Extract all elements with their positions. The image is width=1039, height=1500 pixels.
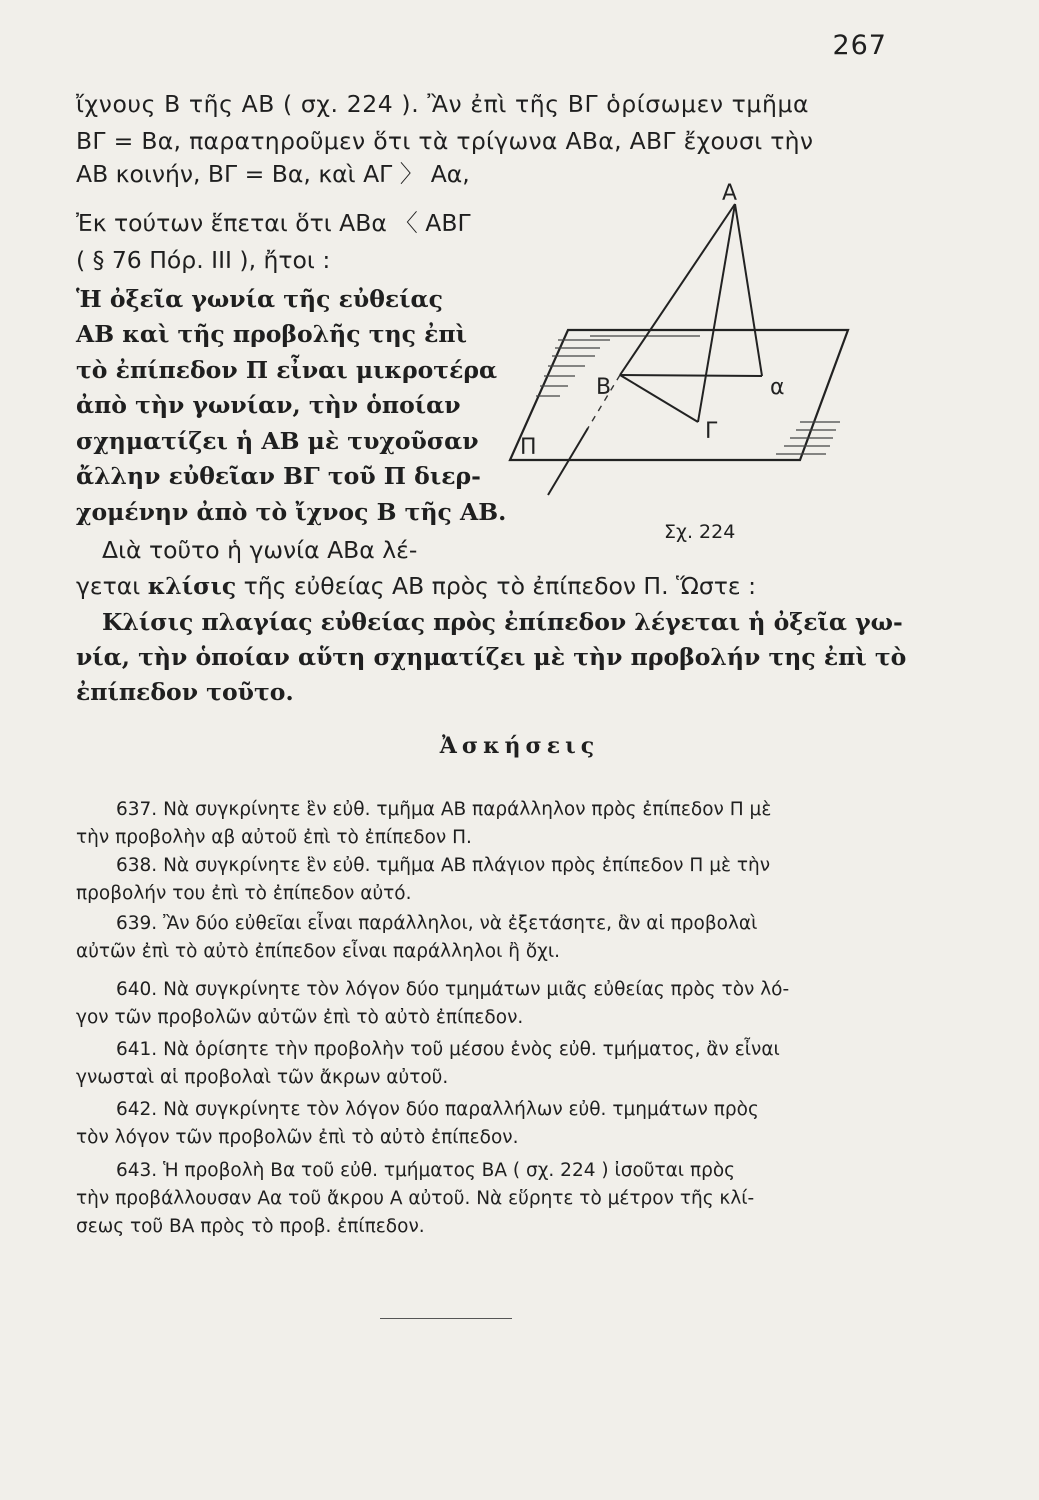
definition-line-2: νία, τὴν ὁποίαν αὕτη σχηματίζει μὲ τὴν προβολήν της ἐπὶ τὸ — [76, 643, 907, 671]
exercise-line: γον τῶν προβολῶν αὐτῶν ἐπὶ τὸ αὐτὸ ἐπίπεδον. — [76, 1007, 524, 1028]
body-line-1: ἴχνους Β τῆς ΑΒ ( σχ. 224 ). Ἂν ἐπὶ τῆς ΒΓ ὁρίσωμεν τμῆμα — [76, 90, 810, 118]
theorem-line-7: χομένην ἀπὸ τὸ ἴχνος Β τῆς ΑΒ. — [76, 498, 507, 526]
exercise-line: 638. Νὰ συγκρίνητε ἓν εὐθ. τμῆμα ΑΒ πλάγιον πρὸς ἐπίπεδον Π μὲ τὴν — [116, 855, 771, 876]
plane-pi — [510, 330, 848, 460]
theorem-line-2: ΑΒ καὶ τῆς προβολῆς της ἐπὶ — [76, 320, 467, 348]
theorem-line-6: ἄλλην εὐθεῖαν ΒΓ τοῦ Π διερ- — [76, 462, 481, 490]
label-a: Α — [722, 181, 738, 206]
definition-line-1: Κλίσις πλαγίας εὐθείας πρὸς ἐπίπεδον λέγεται ἡ ὀξεῖα γω- — [102, 608, 903, 636]
exercise-line: γνωσταὶ αἱ προβολαὶ τῶν ἄκρων αὐτοῦ. — [76, 1067, 449, 1088]
exercise-line: τὴν προβάλλουσαν Αα τοῦ ἄκρου Α αὐτοῦ. Νὰ εὕρητε τὸ μέτρον τῆς κλί- — [76, 1188, 755, 1209]
theorem-line-3: τὸ ἐπίπεδον Π εἶναι μικροτέρα — [76, 356, 498, 384]
label-b: Β — [596, 375, 612, 400]
body-line-2: ΒΓ = Βα, παρατηροῦμεν ὅτι τὰ τρίγωνα ΑΒα, ΑΒΓ ἔχουσι τὴν — [76, 127, 814, 155]
incline-term: κλίσις — [147, 572, 237, 600]
plane-hatching — [536, 336, 840, 454]
incline-line-1: Διὰ τοῦτο ἡ γωνία ΑΒα λέ- — [102, 536, 418, 564]
definition-line-3: ἐπίπεδον τοῦτο. — [76, 678, 294, 706]
exercise-line: 640. Νὰ συγκρίνητε τὸν λόγον δύο τμημάτων μιᾶς εὐθείας πρὸς τὸν λό- — [116, 979, 790, 1000]
line-b-gamma — [620, 375, 698, 422]
exercise-line: προβολήν του ἐπὶ τὸ ἐπίπεδον αὐτό. — [76, 883, 412, 904]
exercise-line: 639. Ἂν δύο εὐθεῖαι εἶναι παράλληλοι, νὰ ἐξετάσητε, ἂν αἱ προβολαὶ — [116, 913, 758, 934]
exercise-642 — [76, 1096, 876, 1152]
exercises-heading: Ἀσκήσεις — [439, 733, 600, 759]
label-alpha: α — [770, 375, 785, 400]
line-b-alpha — [620, 375, 762, 376]
exercise-line: 643. Ἡ προβολὴ Βα τοῦ εὐθ. τμήματος ΒΑ ( σχ. 224 ) ἰσοῦται πρὸς — [116, 1160, 736, 1181]
page-number: 267 — [832, 30, 887, 61]
theorem-line-5: σχηματίζει ἡ ΑΒ μὲ τυχοῦσαν — [76, 427, 479, 455]
line-ab-below — [548, 428, 588, 495]
incline-post: τῆς εὐθείας ΑΒ πρὸς τὸ ἐπίπεδον Π. Ὥστε : — [243, 572, 757, 600]
incline-line-2 — [76, 570, 756, 602]
exercise-638 — [76, 852, 876, 908]
body-line-3: ΑΒ κοινήν, ΒΓ = Βα, καὶ ΑΓ 〉 Αα, — [76, 160, 470, 188]
exercise-line: 637. Νὰ συγκρίνητε ἓν εὐθ. τμῆμα ΑΒ παράλληλον πρὸς ἐπίπεδον Π μὲ — [116, 799, 772, 820]
exercise-639 — [76, 910, 876, 966]
exercise-line: 642. Νὰ συγκρίνητε τὸν λόγον δύο παραλλήλων εὐθ. τμημάτων πρὸς — [116, 1099, 759, 1120]
line-a-alpha — [735, 204, 762, 376]
exercise-line: αὐτῶν ἐπὶ τὸ αὐτὸ ἐπίπεδον εἶναι παράλληλοι ἢ ὄχι. — [76, 941, 560, 962]
line-a-gamma — [698, 204, 735, 422]
figure-caption: Σχ. 224 — [664, 521, 736, 543]
label-gamma: Γ — [705, 419, 718, 444]
exercise-line: 641. Νὰ ὁρίσητε τὴν προβολὴν τοῦ μέσου ἑνὸς εὐθ. τμήματος, ἂν εἶναι — [116, 1039, 780, 1060]
footnote-rule — [380, 1318, 512, 1319]
exercise-line: σεως τοῦ ΒΑ πρὸς τὸ προβ. ἐπίπεδον. — [76, 1216, 425, 1237]
label-pi: Π — [520, 435, 537, 460]
line-ab — [620, 204, 735, 375]
exercise-line: τὸν λόγον τῶν προβολῶν ἐπὶ τὸ αὐτὸ ἐπίπεδον. — [76, 1127, 519, 1148]
exercise-643 — [76, 1157, 876, 1241]
theorem-line-1: Ἡ ὀξεῖα γωνία τῆς εὐθείας — [76, 285, 443, 313]
body-line-4: Ἐκ τούτων ἕπεται ὅτι ΑΒα 〈 ΑΒΓ — [76, 209, 471, 237]
exercise-line: τὴν προβολὴν αβ αὐτοῦ ἐπὶ τὸ ἐπίπεδον Π. — [76, 827, 472, 848]
body-line-5: ( § 76 Πόρ. ΙΙΙ ), ἤτοι : — [76, 246, 331, 274]
exercise-637 — [76, 796, 876, 852]
exercise-640 — [76, 976, 876, 1032]
figure-224 — [500, 160, 880, 520]
theorem-line-4: ἀπὸ τὴν γωνίαν, τὴν ὁποίαν — [76, 391, 461, 419]
incline-pre: γεται — [76, 572, 141, 600]
exercise-641 — [76, 1036, 876, 1092]
